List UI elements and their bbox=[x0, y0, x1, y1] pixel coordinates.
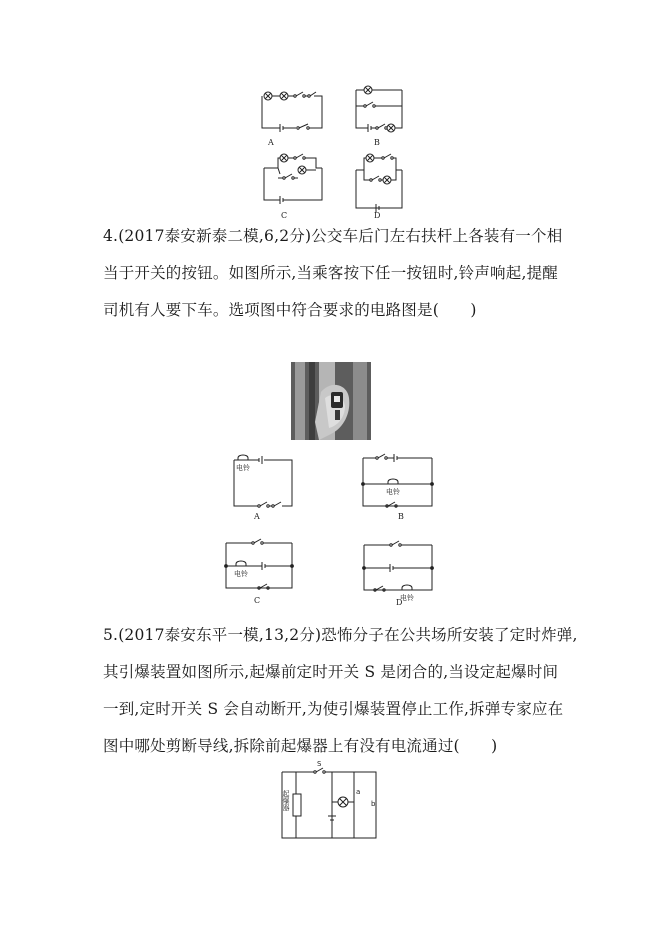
q3-options-figure bbox=[250, 78, 420, 223]
q4-line-2: 当于开关的按钮。如图所示,当乘客按下任一按钮时,铃声响起,提醒 bbox=[103, 264, 558, 282]
q5-line-1: 5.(2017泰安东平一模,13,2分)恐怖分子在公共场所安装了定时炸弹, bbox=[103, 626, 578, 644]
q4-circuit-b bbox=[362, 454, 434, 521]
q4-c-bell-label: 电铃 bbox=[234, 570, 248, 578]
q5-wire-a-label: a bbox=[356, 788, 361, 796]
q3-circuit-a bbox=[262, 92, 322, 147]
question-4 bbox=[103, 218, 573, 329]
q4-label-a: A bbox=[254, 512, 260, 521]
q4-circuit-c bbox=[225, 539, 294, 605]
q5-detonator-circuit bbox=[270, 760, 390, 850]
detonator-icon bbox=[293, 794, 301, 816]
q4-circuit-a bbox=[234, 455, 292, 521]
q3-label-b: B bbox=[374, 138, 380, 147]
q4-label-c: C bbox=[254, 596, 261, 605]
q4-options-figure bbox=[218, 448, 440, 610]
q5-switch-label: S bbox=[317, 760, 322, 768]
q5-detonator-label: 起爆器 bbox=[282, 790, 290, 811]
q3-circuit-c bbox=[264, 154, 322, 220]
q3-circuit-b bbox=[356, 86, 402, 147]
q4-line-3: 司机有人要下车。选项图中符合要求的电路图是( ) bbox=[103, 301, 477, 319]
q5-line-2: 其引爆装置如图所示,起爆前定时开关 S 是闭合的,当设定起爆时间 bbox=[103, 663, 559, 681]
q4-circuit-d bbox=[363, 541, 434, 607]
q3-label-c: C bbox=[281, 211, 288, 220]
q4-a-bell-label: 电铃 bbox=[236, 464, 250, 472]
q5-wire-b-label: b bbox=[371, 800, 376, 808]
bus-button-photo bbox=[291, 362, 371, 440]
q4-b-bell-label: 电铃 bbox=[386, 488, 400, 496]
q3-circuit-d bbox=[356, 154, 402, 220]
q4-label-b: B bbox=[398, 512, 404, 521]
q3-label-a: A bbox=[268, 138, 274, 147]
q4-d-bell-label: 电铃 bbox=[400, 594, 414, 602]
q5-line-4: 图中哪处剪断导线,拆除前起爆器上有没有电流通过( ) bbox=[103, 737, 498, 755]
q4-line-1: 4.(2017泰安新泰二模,6,2分)公交车后门左右扶杆上各装有一个相 bbox=[103, 227, 563, 245]
question-5 bbox=[103, 617, 578, 765]
q5-line-3: 一到,定时开关 S 会自动断开,为使引爆装置停止工作,拆弹专家应在 bbox=[103, 700, 564, 718]
q3-label-d: D bbox=[374, 211, 381, 220]
q4-label-d: D bbox=[396, 598, 403, 607]
